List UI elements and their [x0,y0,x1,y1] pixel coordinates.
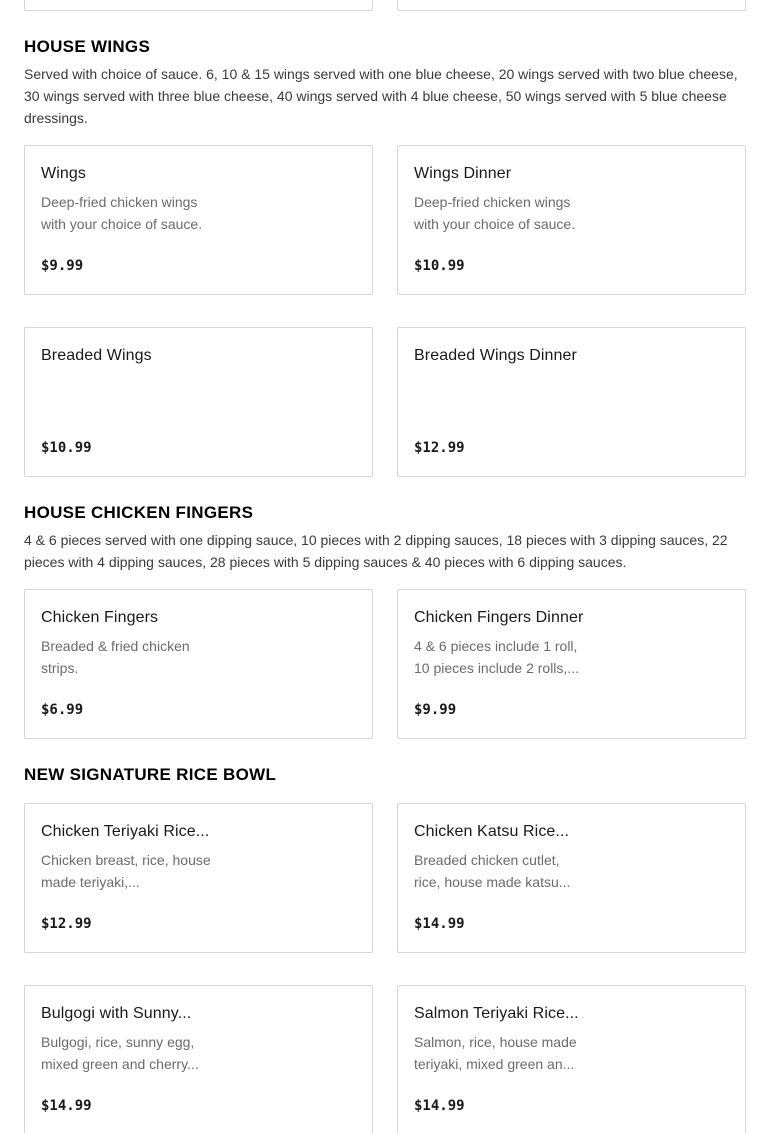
item-price: $14.99 [414,916,465,932]
menu-item-card[interactable] [397,145,746,295]
item-description: Breaded & fried chicken strips. [41,638,190,676]
menu-item-card[interactable] [397,0,746,11]
item-description: Bulgogi, rice, sunny egg, mixed green and cherry... [41,1034,199,1072]
section-description: 4 & 6 pieces served with one dipping sauce, 10 pieces with 2 dipping sauces, 18 pieces with 3 dipping sauces, 22 pieces with 4 dipping sauces, 28 pieces with 5 dipping sauces & 40 pieces with 6 dipping sauces. [24,532,728,570]
menu-item-card[interactable] [24,589,373,739]
menu-item-card[interactable] [24,985,373,1133]
item-name: Wings Dinner [414,165,512,182]
item-price: $6.99 [41,702,84,718]
item-name: Chicken Fingers [41,609,159,626]
menu-item-card[interactable] [397,327,746,477]
menu-item-card[interactable] [24,0,373,11]
item-description [41,373,216,417]
section-title: HOUSE WINGS [24,37,151,56]
item-name: Breaded Wings Dinner [414,347,577,364]
item-price: $12.99 [41,916,92,932]
menu-item-card[interactable] [397,803,746,953]
item-price: $12.99 [414,440,465,456]
item-price: $10.99 [41,440,92,456]
item-description [414,373,589,417]
item-name: Salmon Teriyaki Rice... [414,1005,579,1022]
item-description: Breaded chicken cutlet, rice, house made katsu... [414,852,571,890]
item-description: Deep-fried chicken wings with your choice of sauce. [41,194,203,232]
item-name: Chicken Fingers Dinner [414,609,584,626]
menu-item-card[interactable] [24,803,373,953]
item-price: $9.99 [414,702,457,718]
menu-item-card[interactable] [24,327,373,477]
item-name: Bulgogi with Sunny... [41,1005,192,1022]
section-title: HOUSE CHICKEN FINGERS [24,503,254,522]
section-description: Served with choice of sauce. 6, 10 & 15 wings served with one blue cheese, 20 wings served with two blue cheese, 30 wings served with three blue cheese, 40 wings served with 4 blue cheese, 50 wings served with 5 blue cheese dressings. [24,66,738,126]
menu-item-card[interactable] [397,589,746,739]
item-name: Breaded Wings [41,347,152,364]
item-price: $14.99 [41,1098,92,1114]
item-description: Salmon, rice, house made teriyaki, mixed green an... [414,1034,577,1072]
item-price: $9.99 [41,258,84,274]
item-description: Chicken breast, rice, house made teriyaki,... [41,852,211,890]
item-description: Deep-fried chicken wings with your choice of sauce. [414,194,576,232]
item-name: Wings [41,165,86,182]
menu-item-card[interactable] [397,985,746,1133]
section-title: NEW SIGNATURE RICE BOWL [24,765,277,784]
menu-item-card[interactable] [24,145,373,295]
item-name: Chicken Teriyaki Rice... [41,823,210,840]
item-price: $10.99 [414,258,465,274]
item-price: $14.99 [414,1098,465,1114]
item-description: 4 & 6 pieces include 1 roll, 10 pieces include 2 rolls,... [414,638,579,676]
item-name: Chicken Katsu Rice... [414,823,570,840]
